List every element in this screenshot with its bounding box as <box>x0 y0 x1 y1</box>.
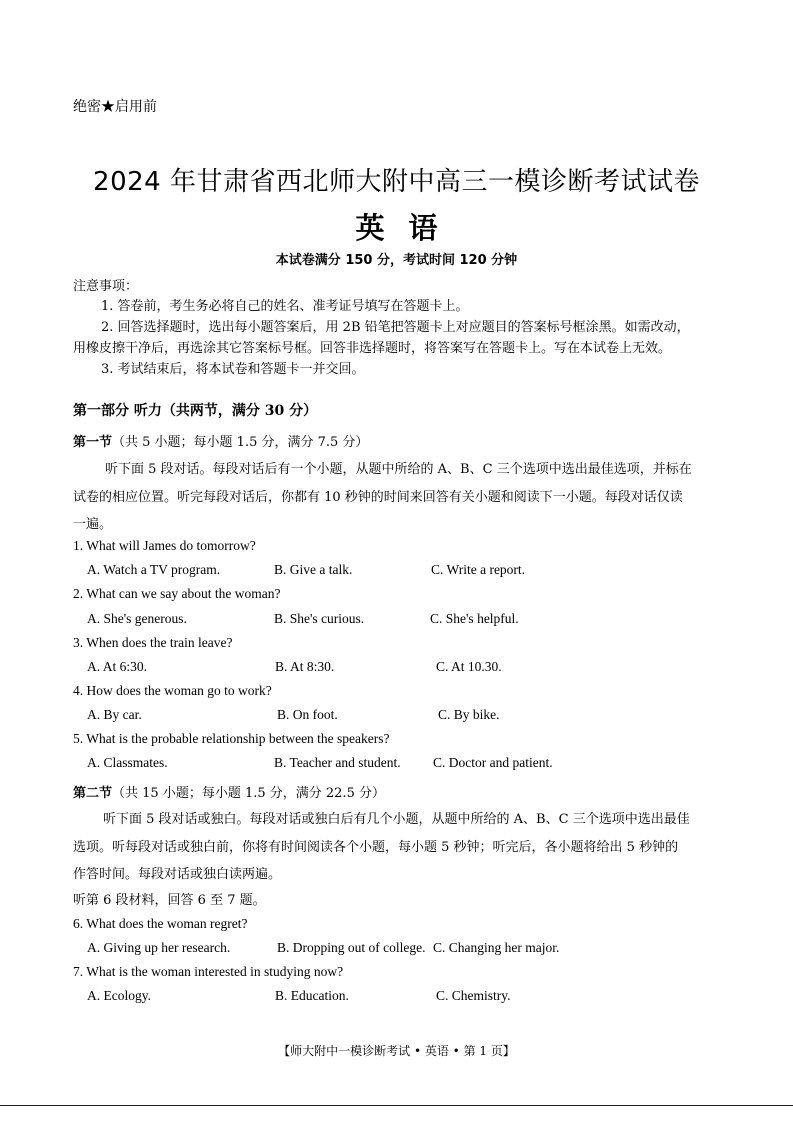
note-3: 3. 考试结束后，将本试卷和答题卡一并交回。 <box>101 362 365 377</box>
subject-title: 英语 <box>355 211 462 245</box>
q4-option-a: A. By car. <box>87 707 142 722</box>
q1-option-a: A. Watch a TV program. <box>87 562 221 577</box>
section-1-info: （共 5 小题；每小题 1.5 分，满分 7.5 分） <box>112 435 369 450</box>
question-1: 1. What will James do tomorrow? <box>73 538 256 553</box>
q6-option-a: A. Giving up her research. <box>87 940 231 955</box>
section-2-header <box>73 782 385 801</box>
q6-option-b: B. Dropping out of college. <box>277 940 426 955</box>
exam-title: 2024 年甘肃省西北师大附中高三一模诊断考试试卷 <box>93 167 700 197</box>
section-2-instr-2: 选项。听每段对话或独白前，你将有时间阅读各个小题，每小题 5 秒钟；听完后，各小题将给出 5 秒钟的 <box>73 840 679 855</box>
q4-option-b: B. On foot. <box>277 707 338 722</box>
section-2-instr-1: 听下面 5 段对话或独白。每段对话或独白后有几个小题，从题中所给的 A、B、C 三个选项中选出最佳 <box>103 812 690 827</box>
q7-option-b: B. Education. <box>275 988 349 1003</box>
note-2-line-1: 2. 回答选择题时，选出每小题答案后，用 2B 铅笔把答题卡上对应题目的答案标号框涂黑。如需改动， <box>101 320 690 335</box>
q3-option-b: B. At 8:30. <box>275 659 335 674</box>
q3-option-a: A. At 6:30. <box>87 659 148 674</box>
confidential-label: 绝密★启用前 <box>73 99 157 115</box>
question-3: 3. When does the train leave? <box>73 635 233 650</box>
section-2-material-note: 听第 6 段材料，回答 6 至 7 题。 <box>73 893 266 908</box>
q5-option-c: C. Doctor and patient. <box>433 755 553 770</box>
question-6: 6. What does the woman regret? <box>73 916 248 931</box>
q4-option-c: C. By bike. <box>438 707 500 722</box>
q5-option-b: B. Teacher and student. <box>274 755 401 770</box>
q5-option-a: A. Classmates. <box>87 755 168 770</box>
q1-option-c: C. Write a report. <box>431 562 526 577</box>
part-1-title: 第一部分 听力（共两节，满分 30 分） <box>73 403 318 419</box>
q2-option-a: A. She's generous. <box>87 611 187 626</box>
question-7: 7. What is the woman interested in studying now? <box>73 964 344 979</box>
note-2-line-2: 用橡皮擦干净后，再选涂其它答案标号框。回答非选择题时，将答案写在答题卡上。写在本试卷上无效。 <box>73 341 672 356</box>
page-footer: 【师大附中一模诊断考试 • 英语 • 第 1 页】 <box>278 1044 515 1058</box>
q2-option-c: C. She's helpful. <box>430 611 519 626</box>
question-2: 2. What can we say about the woman? <box>73 586 281 601</box>
section-1-instr-3: 一遍。 <box>73 517 113 532</box>
q3-option-c: C. At 10.30. <box>436 659 502 674</box>
question-4: 4. How does the woman go to work? <box>73 683 272 698</box>
q2-option-b: B. She's curious. <box>274 611 365 626</box>
section-1-label: 第一节 <box>73 435 113 450</box>
q7-option-c: C. Chemistry. <box>436 988 511 1003</box>
q7-option-a: A. Ecology. <box>87 988 151 1003</box>
note-1: 1. 答卷前，考生务必将自己的姓名、准考证号填写在答题卡上。 <box>101 299 469 314</box>
q1-option-b: B. Give a talk. <box>274 562 353 577</box>
section-1-header <box>73 431 368 450</box>
section-2-instr-3: 作答时间。每段对话或独白读两遍。 <box>73 867 282 882</box>
question-5: 5. What is the probable relationship between the speakers? <box>73 731 390 746</box>
q6-option-c: C. Changing her major. <box>433 940 560 955</box>
score-time-line: 本试卷满分 150 分，考试时间 120 分钟 <box>275 253 518 268</box>
bottom-rule <box>0 1105 793 1106</box>
section-1-instr-2: 试卷的相应位置。听完每段对话后，你都有 10 秒钟的时间来回答有关小题和阅读下一小题。每段对话仅读 <box>73 490 683 505</box>
section-1-instr-1: 听下面 5 段对话。每段对话后有一个小题，从题中所给的 A、B、C 三个选项中选出最佳选项，并标在 <box>105 462 692 477</box>
notes-title: 注意事项： <box>73 279 139 294</box>
section-2-info: （共 15 小题；每小题 1.5 分，满分 22.5 分） <box>112 786 385 801</box>
section-2-label: 第二节 <box>73 786 113 801</box>
